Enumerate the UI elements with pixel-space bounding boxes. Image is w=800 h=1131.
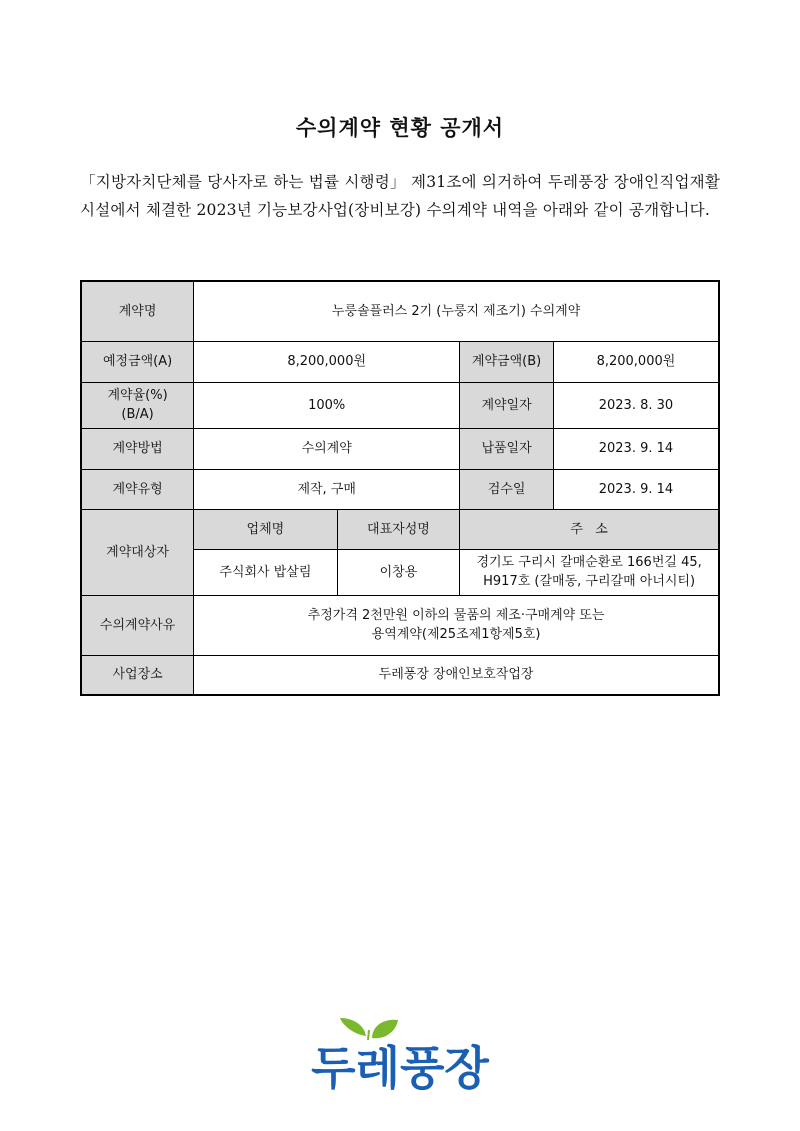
reason-label: 수의계약사유 [81,595,194,655]
row-rate [81,382,719,428]
party-address-header: 주 소 [460,509,719,549]
contract-amount-label: 계약금액(B) [460,341,554,382]
party-address-value [460,549,719,595]
party-company-header: 업체명 [194,509,337,549]
site-value: 두레풍장 장애인보호작업장 [194,655,719,695]
page-title: 수의계약 현황 공개서 [295,116,505,140]
site-label: 사업장소 [81,655,194,695]
est-amount-value: 8,200,000원 [194,341,460,382]
contract-date-value: 2023. 8. 30 [553,382,719,428]
row-type [81,469,719,509]
contract-name-value: 누룽솔플러스 2기 (누룽지 제조기) 수의계약 [194,281,719,341]
party-rep-value: 이창용 [337,549,460,595]
contract-amount-value: 8,200,000원 [553,341,719,382]
inspection-date-label: 검수일 [460,469,554,509]
party-label: 계약대상자 [81,509,194,595]
type-value: 제작, 구매 [194,469,460,509]
dure-pungjang-logo [0,1016,800,1096]
row-site [81,655,719,695]
rate-label-line1: 계약율(%) [107,388,168,403]
contract-date-label: 계약일자 [460,382,554,428]
logo-graphic [0,1016,800,1096]
party-company-value: 주식회사 밥살림 [194,549,337,595]
contract-name-label: 계약명 [81,281,194,341]
intro-paragraph: 「지방자치단체를 당사자로 하는 법률 시행령」 제31조에 의거하여 두레풍장 장애인직업재활시설에서 체결한 2023년 기능보강사업(장비보강) 수의계약 내역을 아래와 같이 공개합니다. [80,173,720,219]
inspection-date-value: 2023. 9. 14 [553,469,719,509]
logo-text: 두레풍장 [311,1041,489,1095]
row-contract-name [81,281,719,341]
reason-line2: 용역계약(제25조제1항제5호) [371,627,541,642]
leaf-icon [340,1018,398,1040]
contract-table [80,280,720,696]
row-party-headers [81,509,719,549]
est-amount-label: 예정금액(A) [81,341,194,382]
rate-value: 100% [194,382,460,428]
row-amounts [81,341,719,382]
party-address-line1: 경기도 구리시 갈매순환로 166번길 45, [476,555,702,570]
party-rep-header: 대표자성명 [337,509,460,549]
method-label: 계약방법 [81,428,194,469]
row-method [81,428,719,469]
delivery-date-value: 2023. 9. 14 [553,428,719,469]
row-reason [81,595,719,655]
reason-line1: 추정가격 2천만원 이하의 물품의 제조·구매계약 또는 [307,608,605,623]
rate-label [81,382,194,428]
reason-value [194,595,719,655]
rate-label-line2: (B/A) [121,407,154,422]
party-address-line2: H917호 (갈매동, 구리갈매 아너시티) [483,574,696,589]
method-value: 수의계약 [194,428,460,469]
delivery-date-label: 납품일자 [460,428,554,469]
type-label: 계약유형 [81,469,194,509]
